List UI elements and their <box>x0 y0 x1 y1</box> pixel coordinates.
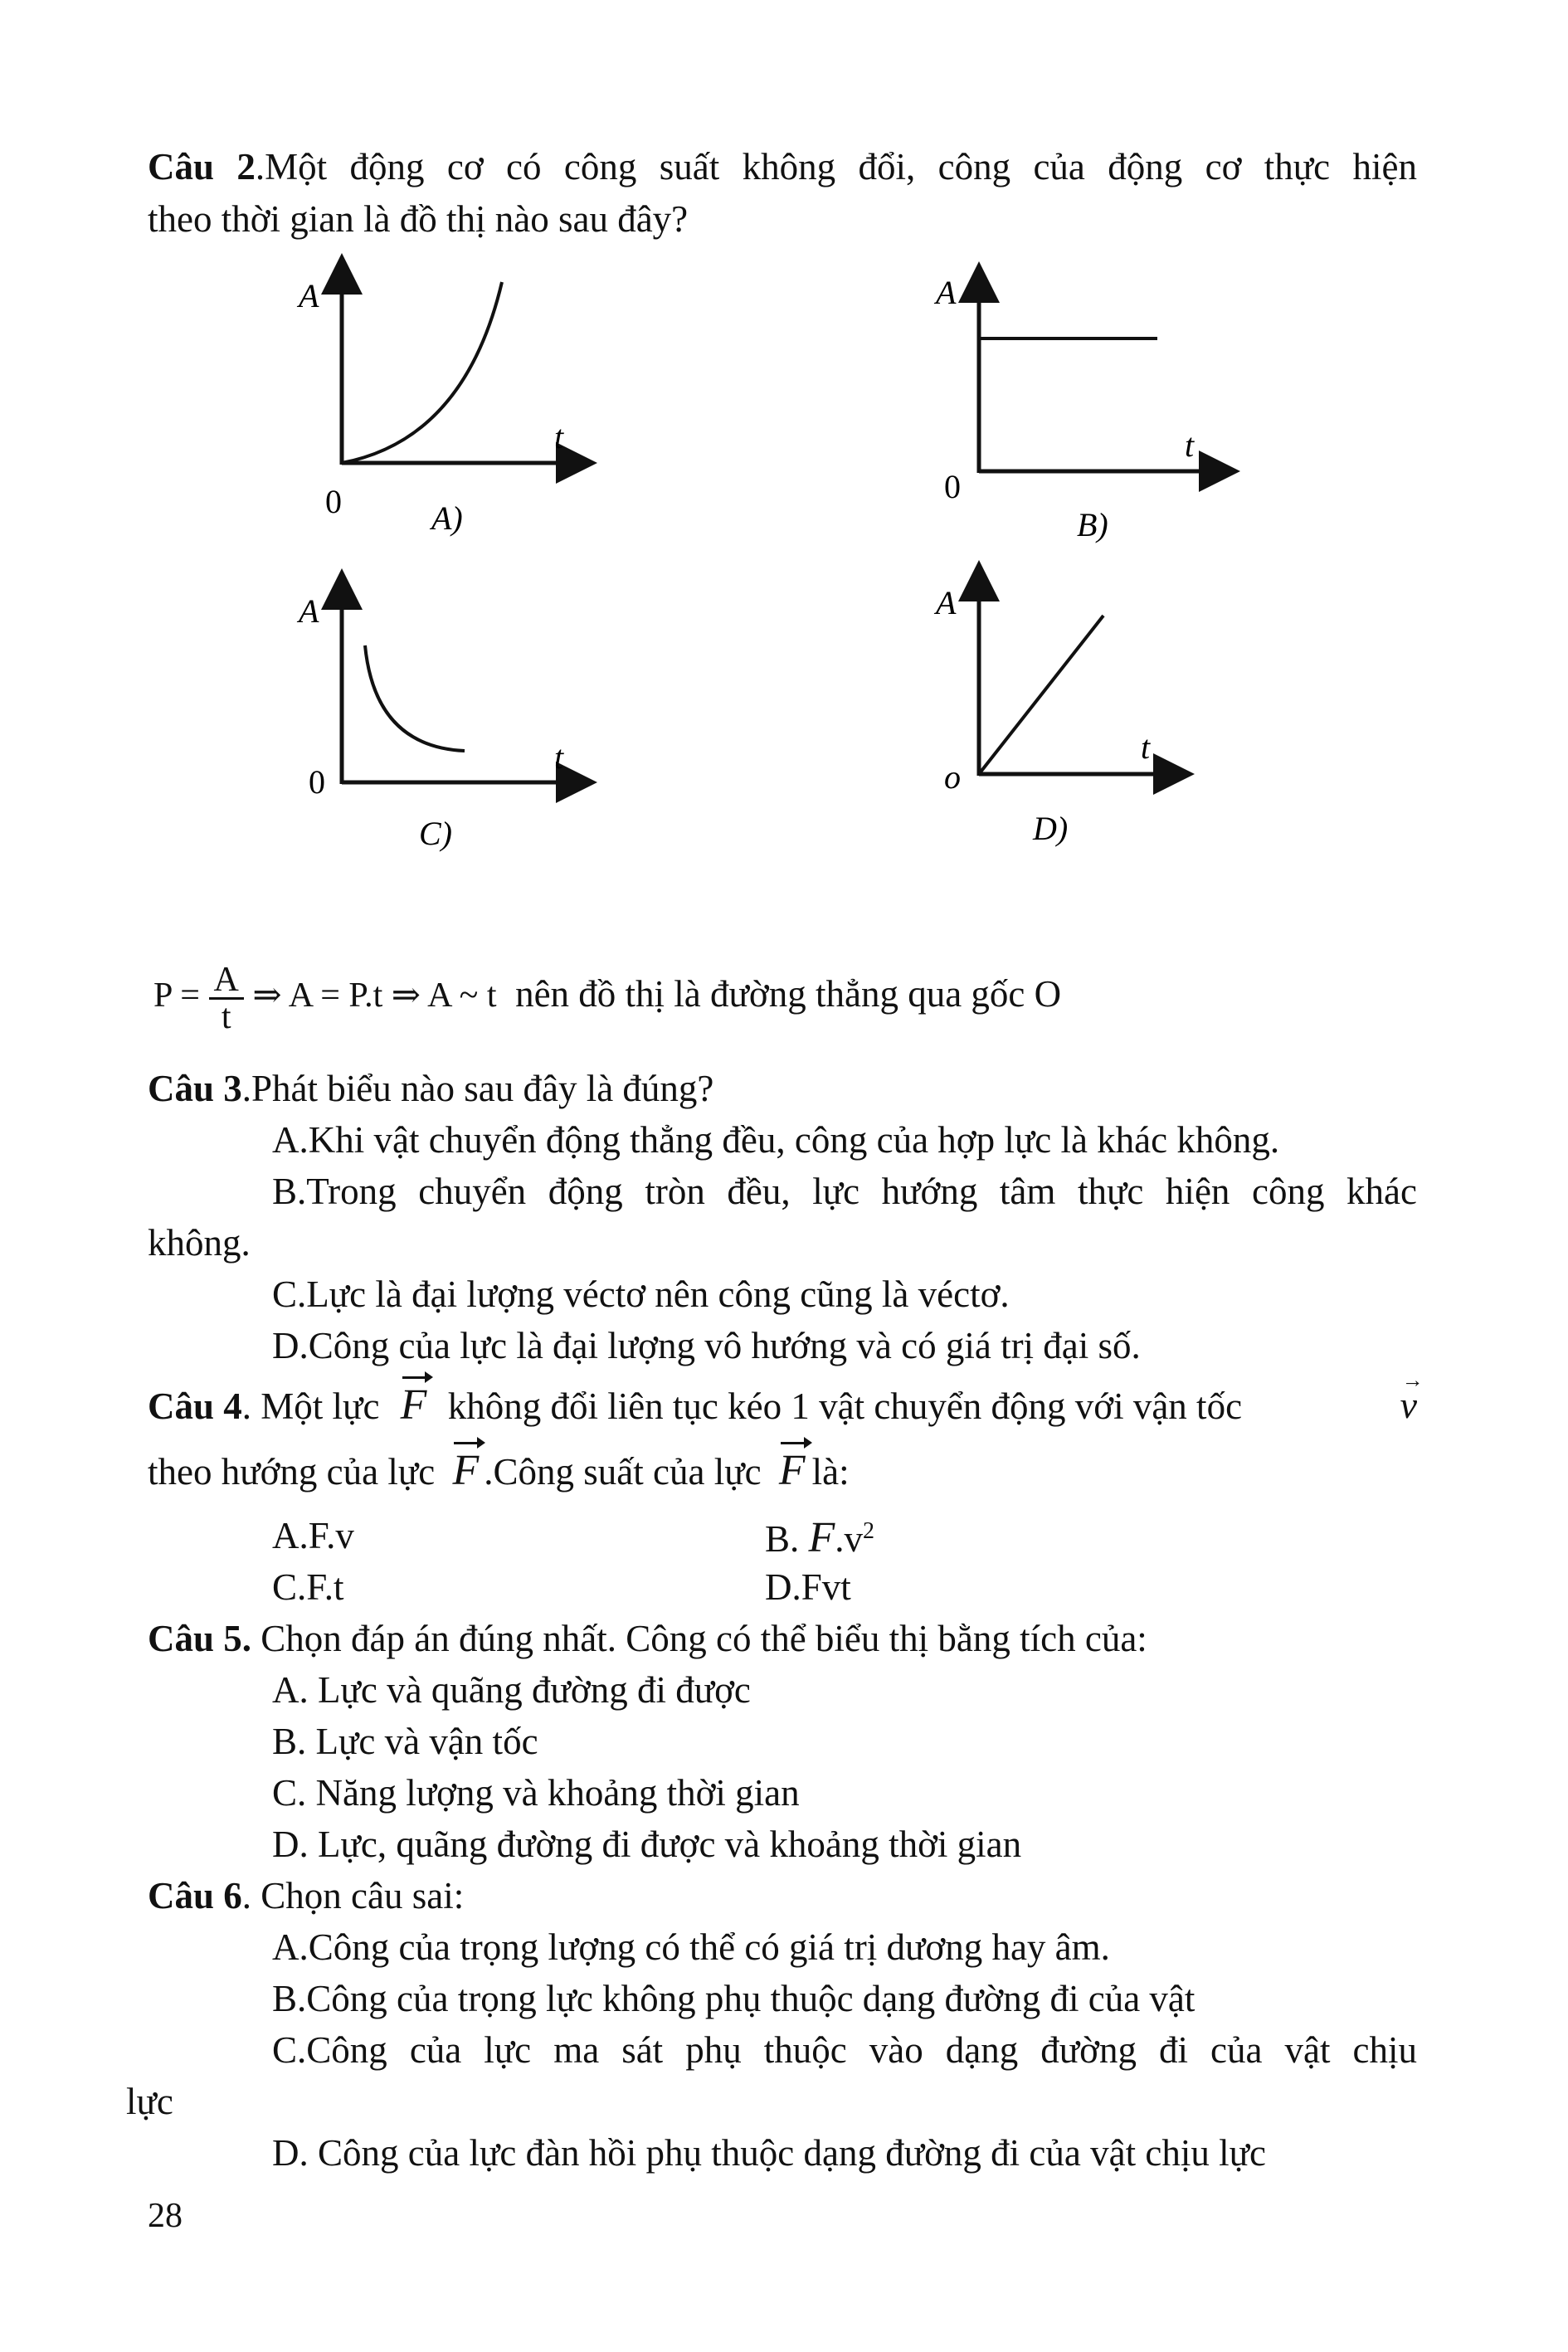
graph-d-y-label: A <box>936 584 957 621</box>
q4-text-3: theo hướng của lực <box>148 1451 436 1493</box>
q3-label: Câu 3 <box>148 1068 242 1109</box>
graph-d-origin: o <box>944 758 961 796</box>
graph-d-caption: D) <box>1033 810 1069 847</box>
q3-prompt: .Phát biểu nào sau đây là đúng? <box>241 1068 714 1109</box>
graph-c-caption: C) <box>419 815 452 852</box>
q5-prompt: Chọn đáp án đúng nhất. Công có thể biểu thị bằng tích của: <box>261 1618 1147 1659</box>
q2-line-2: theo thời gian là đồ thị nào sau đây? <box>148 198 689 240</box>
formula-line <box>153 962 1061 1035</box>
graph-a-origin: 0 <box>325 483 342 520</box>
graph-b <box>933 274 1220 543</box>
graphs-figure <box>0 249 1568 1045</box>
q5-option-c: C. Năng lượng và khoảng thời gian <box>272 1772 800 1814</box>
q4-option-b-prefix: B. <box>765 1518 800 1560</box>
q6-prompt-line <box>148 1870 464 1921</box>
graph-b-x-label: t <box>1185 426 1195 464</box>
graph-a-parabola <box>342 282 502 463</box>
q5-option-d: D. Lực, quãng đường đi được và khoảng thời gian <box>272 1824 1022 1865</box>
page-number: 28 <box>148 2197 183 2235</box>
graph-a-y-label: A <box>299 277 319 314</box>
q3-prompt-line <box>148 1063 713 1114</box>
q4-text-1: . Một lực <box>241 1385 380 1427</box>
q3-option-a: A.Khi vật chuyển động thẳng đều, công của hợp lực là khác không. <box>272 1119 1280 1161</box>
formula-note: nên đồ thị là đường thẳng qua gốc O <box>515 973 1062 1015</box>
q5-prompt-line <box>148 1613 1147 1664</box>
q6-option-a: A.Công của trọng lượng có thể có giá trị dương hay âm. <box>272 1926 1110 1968</box>
q4-option-c: C.F.t <box>272 1566 344 1608</box>
q3-option-b: B.Trong chuyển động tròn đều, lực hướng tâm thực hiện công khác <box>272 1171 1417 1212</box>
graph-d <box>933 581 1174 847</box>
graph-c-y-label: A <box>299 592 319 630</box>
graph-c-x-label: t <box>554 738 564 776</box>
q5-option-a: A. Lực và quãng đường đi được <box>272 1669 751 1711</box>
force-vector-f: F <box>401 1380 427 1431</box>
formula-rest: ⇒ A = P.t ⇒ A ~ t <box>252 976 497 1015</box>
q2-text-1: .Một động cơ có công suất không đổi, công của động cơ thực hiện <box>255 146 1417 187</box>
q3-option-b-cont: không. <box>148 1222 251 1264</box>
graph-c <box>296 589 577 852</box>
q4-option-b-rest: .v <box>835 1518 864 1560</box>
q6-option-d: D. Công của lực đàn hồi phụ thuộc dạng đường đi của vật chịu lực <box>272 2132 1266 2174</box>
graph-b-origin: 0 <box>944 468 961 505</box>
q2-line-1 <box>148 141 1417 192</box>
q4-option-d: D.Fvt <box>765 1566 851 1608</box>
graph-a-x-label: t <box>554 418 564 455</box>
q4-option-b-exponent: 2 <box>863 1518 875 1544</box>
q4-label: Câu 4 <box>148 1385 242 1427</box>
graph-d-straight-line <box>979 616 1103 774</box>
q6-label: Câu 6 <box>148 1875 242 1916</box>
graph-a <box>296 274 577 537</box>
graph-b-y-label: A <box>936 274 957 311</box>
q5-option-b: B. Lực và vận tốc <box>272 1721 538 1762</box>
graph-c-hyperbola <box>365 645 465 751</box>
q6-prompt: . Chọn câu sai: <box>241 1875 465 1916</box>
q6-option-c-cont: lực <box>126 2081 173 2122</box>
formula-p: P = <box>153 976 200 1015</box>
q4-line-1 <box>148 1380 1417 1432</box>
q4-text-5: là: <box>811 1451 850 1493</box>
q5-label: Câu 5. <box>148 1618 252 1659</box>
q4-text-2: không đổi liên tục kéo 1 vật chuyển động với vận tốc <box>447 1385 1243 1427</box>
formula-numerator: A <box>209 962 244 1000</box>
graph-a-caption: A) <box>431 499 463 537</box>
q4-text-4: .Công suất của lực <box>484 1451 762 1493</box>
q3-option-c: C.Lực là đại lượng véctơ nên công cũng là véctơ. <box>272 1273 1010 1315</box>
q4-option-b-f: F <box>808 1514 835 1561</box>
force-vector-f-2: F <box>452 1445 479 1497</box>
q4-option-a: A.F.v <box>272 1515 354 1556</box>
q3-option-d: D.Công của lực là đại lượng vô hướng và có giá trị đại số. <box>272 1325 1141 1366</box>
q2-label: Câu 2 <box>148 146 256 187</box>
formula-fraction <box>209 962 244 1035</box>
force-vector-f-3: F <box>779 1445 806 1497</box>
graph-b-caption: B) <box>1077 506 1108 543</box>
formula-denominator: t <box>221 998 231 1036</box>
q6-option-c: C.Công của lực ma sát phụ thuộc vào dạng đường đi của vật chịu <box>272 2029 1417 2071</box>
velocity-vector-v: v → <box>1400 1380 1417 1431</box>
graph-d-x-label: t <box>1141 728 1151 766</box>
q6-option-b: B.Công của trọng lực không phụ thuộc dạng đường đi của vật <box>272 1978 1195 2019</box>
graph-c-origin: 0 <box>309 763 325 801</box>
q4-option-b <box>765 1506 874 1565</box>
q4-line-2 <box>148 1445 850 1497</box>
